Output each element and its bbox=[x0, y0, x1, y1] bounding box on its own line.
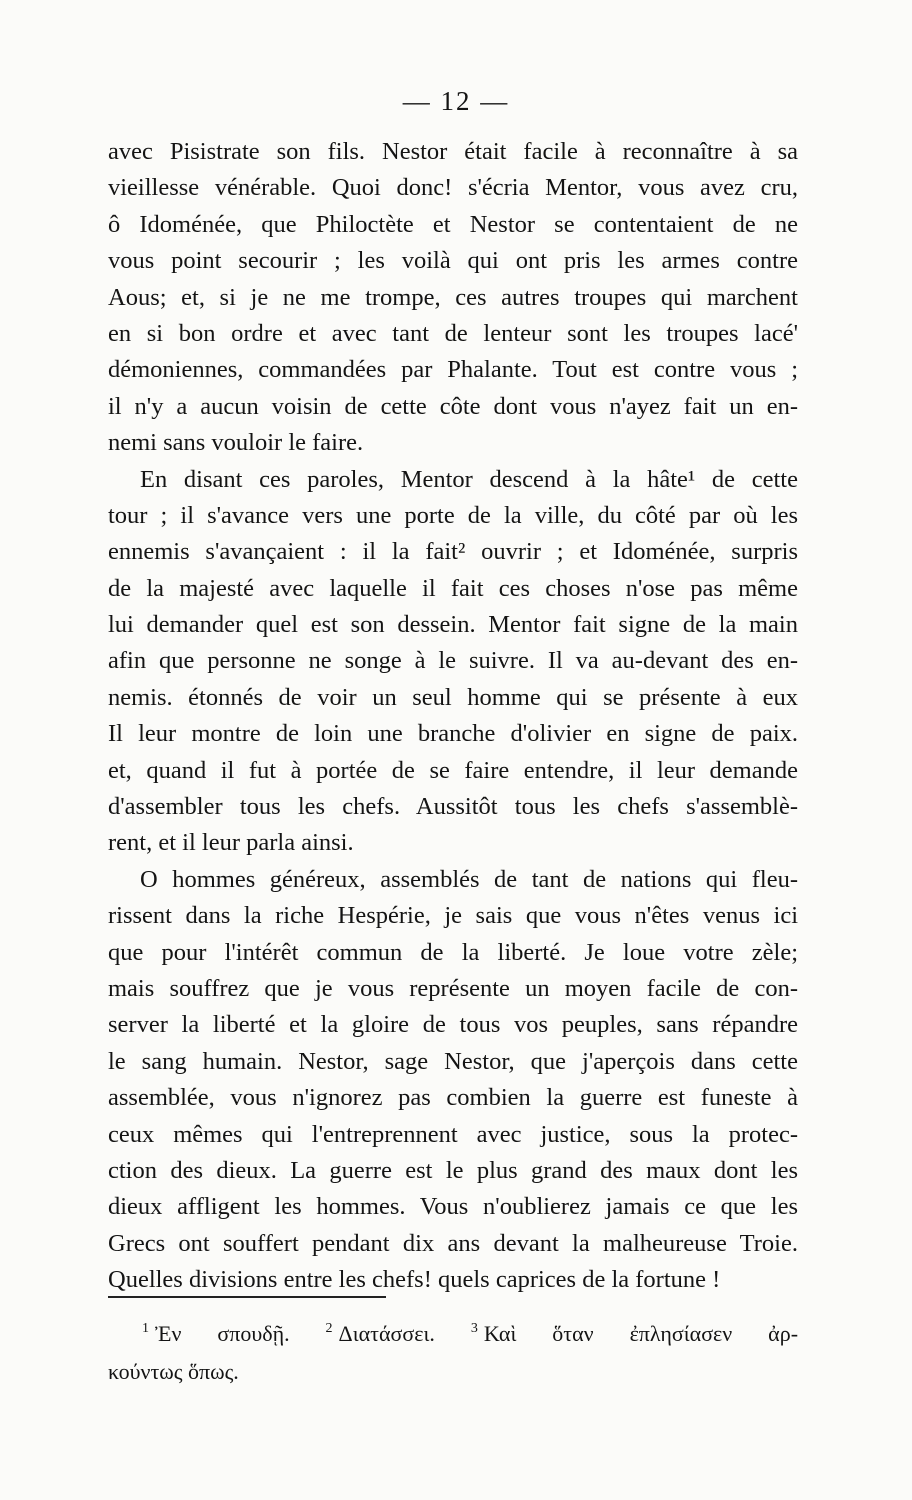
footnote-1 bbox=[142, 1321, 290, 1346]
text-line: ceux mêmes qui l'entreprennent avec justice, sous la protec- bbox=[108, 1120, 798, 1148]
footnote-3 bbox=[471, 1321, 798, 1346]
text-line: d'assembler tous les chefs. Aussitôt tous les chefs s'assemblè- bbox=[108, 793, 798, 821]
text-line: de la majesté avec laquelle il fait ces choses n'ose pas même bbox=[108, 574, 798, 602]
footnote-rule bbox=[108, 1296, 386, 1298]
footnote-2 bbox=[326, 1321, 435, 1346]
footnote-line: κούντως ὅπως. bbox=[108, 1359, 239, 1384]
footnotes bbox=[108, 1310, 798, 1391]
text-line: nemis. étonnés de voir un seul homme qui se présente à eux bbox=[108, 683, 798, 711]
text-line: vous point secourir ; les voilà qui ont pris les armes contre bbox=[108, 247, 798, 275]
text-line: tour ; il s'avance vers une porte de la ville, du côté par où les bbox=[108, 501, 798, 529]
text-line: nemi sans vouloir le faire. bbox=[108, 429, 364, 457]
body-text bbox=[108, 134, 798, 1299]
text-line: il n'y a aucun voisin de cette côte dont vous n'ayez fait un en- bbox=[108, 392, 798, 420]
footnote-text: Καὶ ὅταν ἐπλησίασεν ἀρ- bbox=[483, 1321, 799, 1346]
text-line: dieux affligent les hommes. Vous n'oublierez jamais ce que les bbox=[108, 1193, 798, 1221]
footnote-marker: 3 bbox=[470, 1321, 478, 1336]
text-line: vieillesse vénérable. Quoi donc! s'écria Mentor, vous avez cru, bbox=[108, 174, 798, 202]
text-line: O hommes généreux, assemblés de tant de nations qui fleu- bbox=[140, 865, 798, 893]
text-line: assemblée, vous n'ignorez pas combien la guerre est funeste à bbox=[108, 1084, 798, 1112]
footnote-marker: 1 bbox=[142, 1321, 149, 1336]
text-line: ction des dieux. La guerre est le plus grand des maux dont les bbox=[108, 1156, 798, 1184]
footnote-line bbox=[108, 1310, 798, 1353]
footnote-text: Ἐν σπουδῇ. bbox=[155, 1321, 290, 1346]
text-line: le sang humain. Nestor, sage Nestor, que j'aperçois dans cette bbox=[108, 1047, 798, 1075]
text-line: en si bon ordre et avec tant de lenteur sont les troupes lacé' bbox=[108, 319, 798, 347]
text-line: Quelles divisions entre les chefs! quels caprices de la fortune ! bbox=[108, 1266, 721, 1294]
text-line: démoniennes, commandées par Phalante. Tout est contre vous ; bbox=[108, 356, 798, 384]
paragraph-3 bbox=[108, 862, 798, 1299]
text-line: et, quand il fut à portée de se faire entendre, il leur demande bbox=[108, 756, 798, 784]
text-line: rissent dans la riche Hespérie, je sais que vous n'êtes venus ici bbox=[108, 902, 798, 930]
text-line: server la liberté et la gloire de tous vos peuples, sans répandre bbox=[108, 1011, 798, 1039]
text-line: Il leur montre de loin une branche d'olivier en signe de paix. bbox=[108, 720, 798, 748]
text-line: ô Idoménée, que Philoctète et Nestor se contentaient de ne bbox=[108, 210, 798, 238]
paragraph-1 bbox=[108, 134, 798, 462]
footnote-marker: 2 bbox=[325, 1321, 333, 1336]
text-line: En disant ces paroles, Mentor descend à la hâte¹ de cette bbox=[140, 465, 798, 493]
text-line: mais souffrez que je vous représente un moyen facile de con- bbox=[108, 974, 798, 1002]
footnote-text: Διατάσσει. bbox=[338, 1321, 435, 1346]
page-number: — 12 — bbox=[402, 86, 510, 116]
text-line: Aous; et, si je ne me trompe, ces autres troupes qui marchent bbox=[108, 283, 798, 311]
paragraph-2 bbox=[108, 462, 798, 862]
text-line: ennemis s'avançaient : il la fait² ouvrir ; et Idoménée, surpris bbox=[108, 538, 798, 566]
text-line: rent, et il leur parla ainsi. bbox=[108, 829, 354, 857]
text-line: avec Pisistrate son fils. Nestor était facile à reconnaître à sa bbox=[108, 138, 798, 165]
text-line: afin que personne ne songe à le suivre. Il va au-devant des en- bbox=[108, 647, 798, 675]
text-line: Grecs ont souffert pendant dix ans devant la malheureuse Troie. bbox=[108, 1229, 798, 1257]
text-line: que pour l'intérêt commun de la liberté. Je loue votre zèle; bbox=[108, 938, 798, 966]
text-line: lui demander quel est son dessein. Mentor fait signe de la main bbox=[108, 611, 798, 639]
